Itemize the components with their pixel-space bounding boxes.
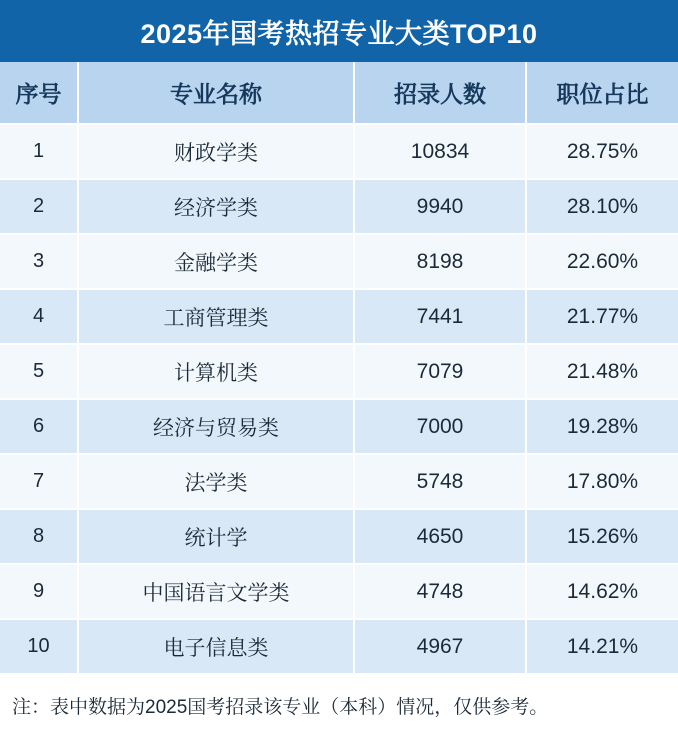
cell-rank: 7 [0,454,78,509]
table-header [0,62,678,124]
table-row [0,399,678,454]
cell-major: 统计学 [78,509,354,564]
column-header-share: 职位占比 [526,62,678,124]
table-row [0,564,678,619]
cell-major: 金融学类 [78,234,354,289]
column-header-rank: 序号 [0,62,78,124]
footnote-row [0,675,678,741]
cell-recruits: 4967 [354,619,526,674]
cell-rank: 8 [0,509,78,564]
cell-rank: 10 [0,619,78,674]
cell-recruits: 10834 [354,124,526,179]
cell-major: 财政学类 [78,124,354,179]
data-table [0,62,678,675]
cell-share: 14.62% [526,564,678,619]
table-row [0,619,678,674]
cell-major: 经济与贸易类 [78,399,354,454]
cell-share: 22.60% [526,234,678,289]
cell-major: 经济学类 [78,179,354,234]
cell-recruits: 7079 [354,344,526,399]
cell-recruits: 7000 [354,399,526,454]
table-body [0,124,678,674]
cell-major: 中国语言文学类 [78,564,354,619]
cell-recruits: 4650 [354,509,526,564]
cell-share: 19.28% [526,399,678,454]
table-row [0,234,678,289]
cell-rank: 3 [0,234,78,289]
cell-recruits: 8198 [354,234,526,289]
table-row [0,124,678,179]
cell-recruits: 7441 [354,289,526,344]
cell-share: 21.77% [526,289,678,344]
footnote-text: 注：表中数据为2025国考招录该专业（本科）情况，仅供参考。 [12,697,549,719]
cell-rank: 2 [0,179,78,234]
column-header-recruits: 招录人数 [354,62,526,124]
cell-share: 15.26% [526,509,678,564]
cell-share: 28.10% [526,179,678,234]
cell-major: 法学类 [78,454,354,509]
cell-rank: 4 [0,289,78,344]
cell-rank: 9 [0,564,78,619]
table-row [0,454,678,509]
cell-major: 计算机类 [78,344,354,399]
cell-recruits: 4748 [354,564,526,619]
table-row [0,179,678,234]
cell-major: 工商管理类 [78,289,354,344]
column-header-major: 专业名称 [78,62,354,124]
page-title: 2025年国考热招专业大类TOP10 [140,18,538,49]
cell-rank: 1 [0,124,78,179]
cell-recruits: 9940 [354,179,526,234]
title-bar [0,0,678,62]
cell-rank: 6 [0,399,78,454]
cell-share: 21.48% [526,344,678,399]
table-row [0,509,678,564]
cell-share: 17.80% [526,454,678,509]
cell-recruits: 5748 [354,454,526,509]
cell-share: 28.75% [526,124,678,179]
table-row [0,289,678,344]
cell-rank: 5 [0,344,78,399]
cell-major: 电子信息类 [78,619,354,674]
table-header-row [0,62,678,124]
table-row [0,344,678,399]
cell-share: 14.21% [526,619,678,674]
